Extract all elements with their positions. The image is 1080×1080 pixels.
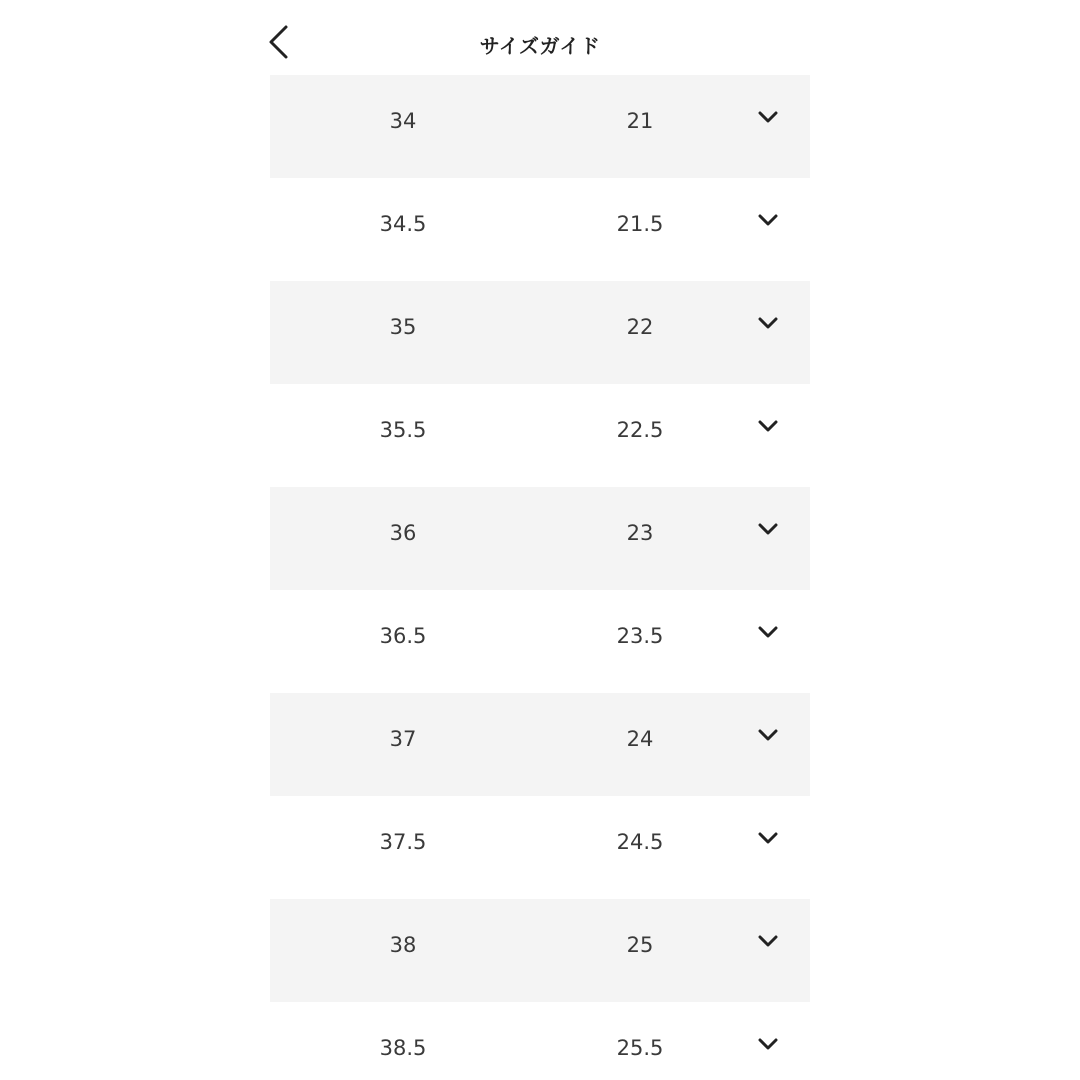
eu-size-cell: 34.5	[379, 212, 427, 236]
size-row[interactable]	[270, 590, 810, 693]
eu-size-cell: 37.5	[379, 830, 427, 854]
jp-size-cell: 24.5	[616, 830, 664, 854]
size-row[interactable]	[270, 75, 810, 178]
eu-size-cell: 34	[389, 109, 417, 133]
jp-size-cell: 23.5	[616, 624, 664, 648]
eu-size-cell: 35	[389, 315, 417, 339]
chevron-down-icon[interactable]	[757, 519, 779, 541]
size-row[interactable]	[270, 384, 810, 487]
size-row[interactable]	[270, 281, 810, 384]
size-row[interactable]	[270, 796, 810, 899]
chevron-down-icon[interactable]	[757, 931, 779, 953]
chevron-down-icon[interactable]	[757, 210, 779, 232]
jp-size-cell: 22	[626, 315, 654, 339]
jp-size-cell: 23	[626, 521, 654, 545]
size-list	[270, 75, 810, 1080]
eu-size-cell: 38.5	[379, 1036, 427, 1060]
eu-size-cell: 36.5	[379, 624, 427, 648]
jp-size-cell: 22.5	[616, 418, 664, 442]
chevron-down-icon[interactable]	[757, 828, 779, 850]
size-row[interactable]	[270, 178, 810, 281]
eu-size-cell: 35.5	[379, 418, 427, 442]
page-title: サイズガイド	[479, 34, 601, 58]
jp-size-cell: 21	[626, 109, 654, 133]
size-row[interactable]	[270, 899, 810, 1002]
eu-size-cell: 38	[389, 933, 417, 957]
size-row[interactable]	[270, 1002, 810, 1080]
jp-size-cell: 25.5	[616, 1036, 664, 1060]
jp-size-cell: 21.5	[616, 212, 664, 236]
chevron-down-icon[interactable]	[757, 1034, 779, 1056]
jp-size-cell: 25	[626, 933, 654, 957]
eu-size-cell: 36	[389, 521, 417, 545]
size-row[interactable]	[270, 693, 810, 796]
jp-size-cell: 24	[626, 727, 654, 751]
chevron-down-icon[interactable]	[757, 107, 779, 129]
size-row[interactable]	[270, 487, 810, 590]
chevron-down-icon[interactable]	[757, 622, 779, 644]
chevron-down-icon[interactable]	[757, 416, 779, 438]
chevron-down-icon[interactable]	[757, 313, 779, 335]
chevron-down-icon[interactable]	[757, 725, 779, 747]
eu-size-cell: 37	[389, 727, 417, 751]
